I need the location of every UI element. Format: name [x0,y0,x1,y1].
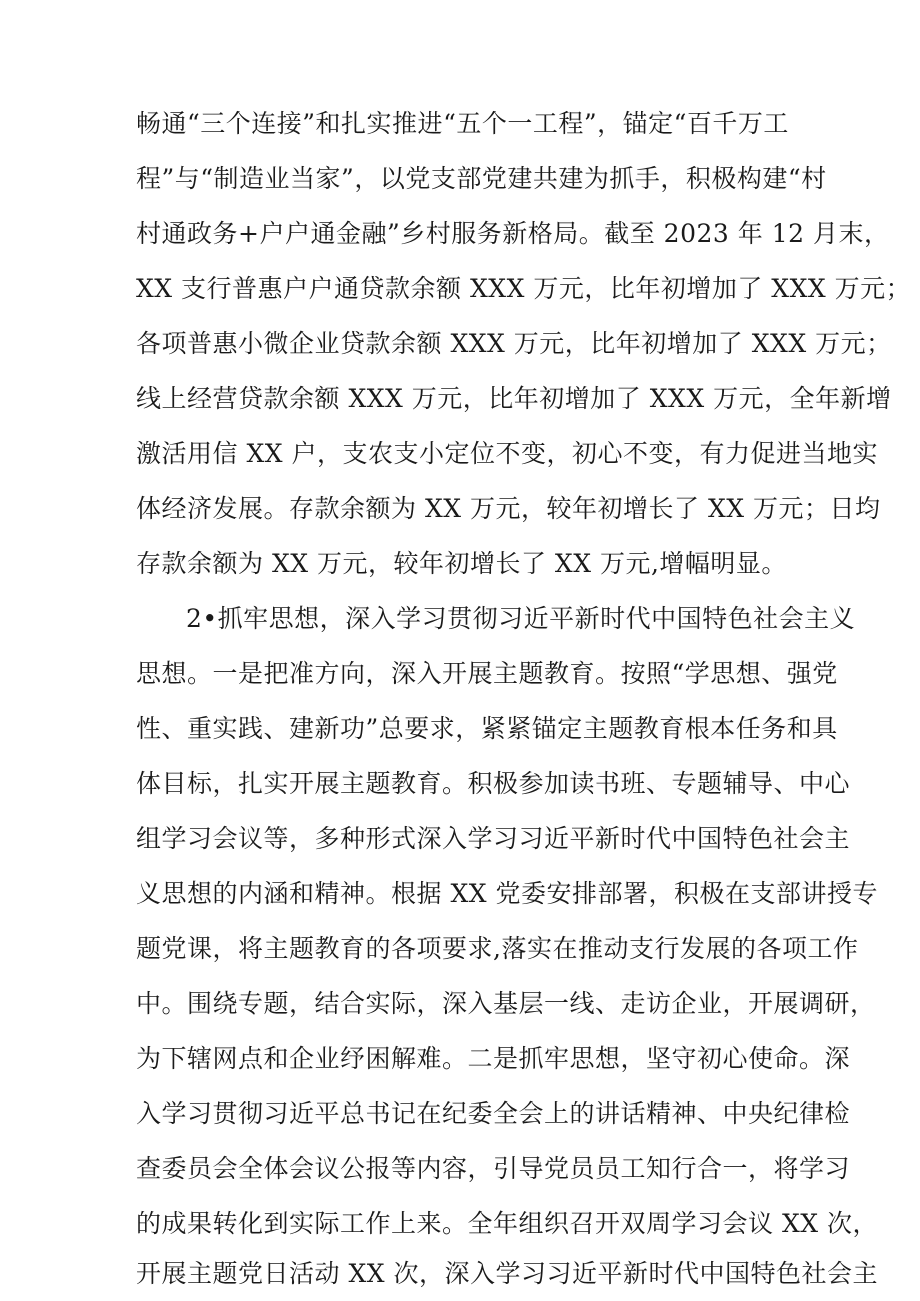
text-line: XX 支行普惠户户通贷款余额 XXX 万元，比年初增加了 XXX 万元； [136,274,912,303]
text-line: 中。围绕专题，结合实际，深入基层一线、走访企业，开展调研， [136,989,876,1018]
text-line: 开展主题党日活动 XX 次，深入学习习近平新时代中国特色社会主 [136,1259,878,1288]
text-line: 性、重实践、建新功”总要求，紧紧锚定主题教育根本任务和具 [136,714,838,743]
text-line: 各项普惠小微企业贷款余额 XXX 万元，比年初增加了 XXX 万元； [136,329,892,358]
text-line: 2•抓牢思想，深入学习贯彻习近平新时代中国特色社会主义 [186,604,856,633]
text-line: 义思想的内涵和精神。根据 XX 党委安排部署，积极在支部讲授专 [136,879,878,908]
text-line: 思想。一是把准方向，深入开展主题教育。按照“学思想、强党 [136,659,838,688]
text-line: 题党课，将主题教育的各项要求,落实在推动支行发展的各项工作 [136,934,859,963]
text-line: 畅通“三个连接”和扎实推进“五个一工程”，锚定“百千万工 [136,109,789,138]
text-line: 入学习贯彻习近平总书记在纪委全会上的讲话精神、中央纪律检 [136,1099,851,1128]
text-line: 体经济发展。存款余额为 XX 万元，较年初增长了 XX 万元；日均 [136,494,881,523]
text-line: 的成果转化到实际工作上来。全年组织召开双周学习会议 XX 次， [136,1209,878,1238]
text-line: 激活用信 XX 户，支农支小定位不变，初心不变，有力促进当地实 [136,439,878,468]
text-line: 为下辖网点和企业纾困解难。二是抓牢思想，坚守初心使命。深 [136,1044,851,1073]
text-line: 体目标，扎实开展主题教育。积极参加读书班、专题辅导、中心 [136,769,851,798]
text-line: 存款余额为 XX 万元，较年初增长了 XX 万元,增幅明显。 [136,549,787,578]
text-line: 程”与“制造业当家”，以党支部党建共建为抓手，积极构建“村 [136,164,827,193]
text-line: 线上经营贷款余额 XXX 万元，比年初增加了 XXX 万元，全年新增 [136,384,892,413]
text-line: 组学习会议等，多种形式深入学习习近平新时代中国特色社会主 [136,824,851,853]
text-line: 村通政务+户户通金融”乡村服务新格局。截至 2023 年 12 月末， [136,219,890,248]
text-line: 查委员会全体会议公报等内容，引导党员员工知行合一，将学习 [136,1154,851,1183]
